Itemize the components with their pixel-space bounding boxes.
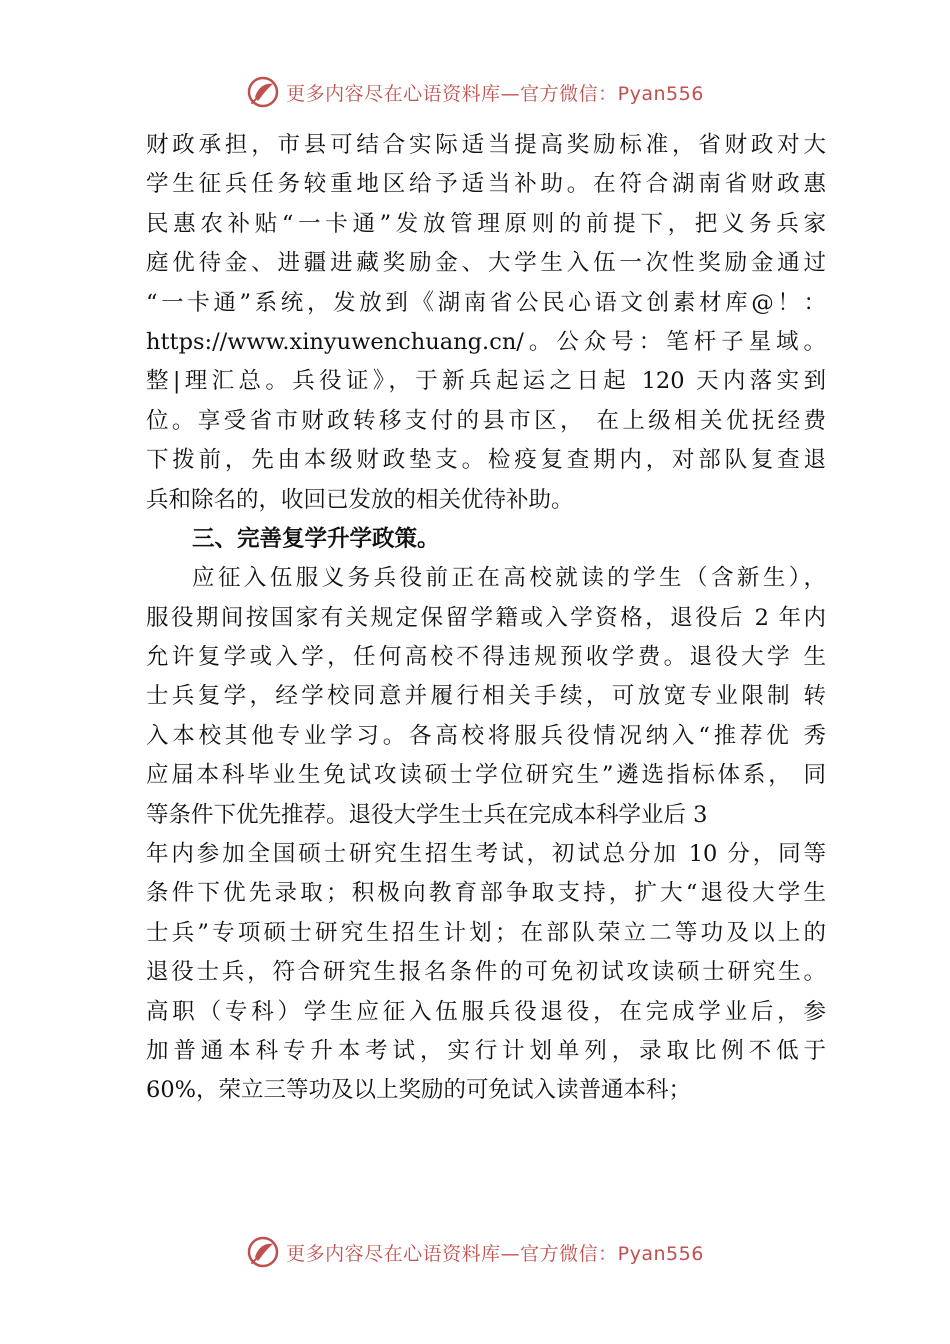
body-line: 士兵”专项硕士研究生招生计划；在部队荣立二等功及以上的 (146, 919, 826, 946)
body-line: 民惠农补贴“一卡通”发放管理原则的前提下，把义务兵家 (146, 210, 826, 237)
body-line: https://www.xinyuwenchuang.cn/。公众号：笔杆子星域。 (146, 328, 826, 355)
body-line: 高职（专科）学生应征入伍服兵役退役，在完成学业后，参 (146, 998, 826, 1025)
body-line: 应届本科毕业生免试攻读硕士学位研究生”遴选指标体系， 同 (146, 762, 826, 789)
body-line: 60%，荣立三等功及以上奖励的可免试入读普通本科； (146, 1077, 692, 1104)
body-line: 退役士兵，符合研究生报名条件的可免初试攻读硕士研究生。 (146, 959, 826, 986)
body-line: 下拨前，先由本级财政垫支。检疫复查期内，对部队复查退 (146, 447, 826, 474)
body-line: 年内参加全国硕士研究生招生考试，初试总分加 10 分，同等 (146, 841, 826, 868)
body-line: 应征入伍服义务兵役前正在高校就读的学生（含新生）， (192, 565, 826, 592)
body-line: 士兵复学，经学校同意并履行相关手续，可放宽专业限制 转 (146, 683, 826, 710)
body-line: 学生征兵任务较重地区给予适当补助。在符合湖南省财政惠 (146, 171, 826, 198)
brand-logo-icon (246, 75, 280, 109)
body-line: 加普通本科专升本考试，实行计划单列，录取比例不低于 (146, 1037, 826, 1064)
document-body (146, 126, 826, 1111)
body-line: 允许复学或入学，任何高校不得违规预收学费。退役大学 生 (146, 644, 826, 671)
body-line: 兵和除名的，收回已发放的相关优待补助。 (146, 486, 574, 513)
body-line: 等条件下优先推荐。退役大学生士兵在完成本科学业后 3 (146, 801, 708, 828)
body-line: 财政承担，市县可结合实际适当提高奖励标准，省财政对大 (146, 132, 826, 158)
footer-banner-text: 更多内容尽在心语资料库—官方微信：Pyan556 (286, 1242, 704, 1265)
body-line: 位。享受省市财政转移支付的县市区， 在上级相关优抚经费 (146, 407, 826, 434)
body-line: 整|理汇总。兵役证》，于新兵起运之日起 120 天内落实到 (146, 368, 826, 395)
body-line: 条件下优先录取；积极向教育部争取支持，扩大“退役大学生 (146, 880, 826, 907)
body-line: 服役期间按国家有关规定保留学籍或入学资格，退役后 2 年内 (146, 604, 826, 631)
header-banner-text: 更多内容尽在心语资料库—官方微信：Pyan556 (286, 82, 704, 105)
section-heading: 三、完善复学升学政策。 (192, 525, 440, 552)
brand-logo-icon (246, 1235, 280, 1269)
footer-watermark-banner (0, 1232, 950, 1272)
body-line: 庭优待金、进疆进藏奖励金、大学生入伍一次性奖励金通过 (146, 250, 826, 277)
body-line: “一卡通”系统，发放到《湖南省公民心语文创素材库@！： (146, 289, 826, 316)
header-watermark-banner (0, 72, 950, 112)
body-line: 入本校其他专业学习。各高校将服兵役情况纳入“推荐优 秀 (146, 722, 826, 749)
